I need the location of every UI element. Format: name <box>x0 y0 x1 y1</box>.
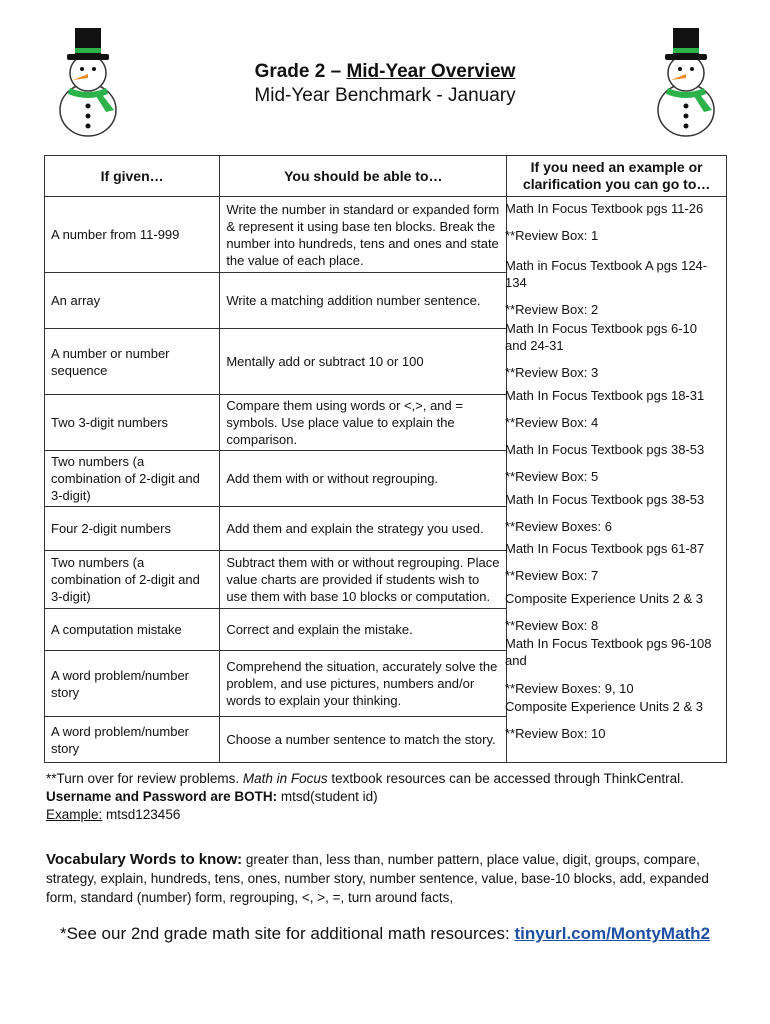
given-cell: A number from 11-999 <box>45 197 220 273</box>
header-clarification: If you need an example or clarification you can go to… <box>507 156 727 197</box>
overview-table <box>44 155 727 763</box>
reference-entry: Math In Focus Textbook pgs 96-108 and <box>505 636 712 668</box>
vocabulary-words: greater than, less than, number pattern, place value, digit, groups, compare, strategy, explain, hundreds, tens, ones, number story, number sentence, value, base-10 blocks, add, expanded form, standard (number) form, regrouping, <, >, =, turn around facts, <box>46 852 709 905</box>
reference-entry: **Review Boxes: 6 <box>505 519 612 534</box>
able-cell: Add them and explain the strategy you used. <box>220 507 507 551</box>
able-cell: Compare them using words or <,>, and = symbols. Use place value to explain the comparison. <box>220 395 507 451</box>
reference-entry: **Review Box: 1 <box>505 228 599 243</box>
table-header-row <box>45 156 727 197</box>
reference-entry: **Review Box: 8 <box>505 618 599 633</box>
reference-entry: Math in Focus Textbook A pgs 124-134 <box>505 258 708 290</box>
vocabulary-label: Vocabulary Words to know: <box>46 851 243 868</box>
given-cell: A computation mistake <box>45 609 220 651</box>
note-line-2: Username and Password are BOTH: mtsd(student id) <box>46 789 378 804</box>
header-able-to: You should be able to… <box>220 156 507 197</box>
given-cell: A word problem/number story <box>45 651 220 717</box>
title-underlined: Mid-Year Overview <box>346 61 516 82</box>
reference-entry: **Review Boxes: 9, 10 <box>505 681 634 696</box>
reference-entry: **Review Box: 4 <box>505 415 599 430</box>
document-header <box>0 60 770 108</box>
page-subtitle: Mid-Year Benchmark - January <box>254 85 516 106</box>
able-cell: Choose a number sentence to match the story. <box>220 717 507 763</box>
reference-entry: **Review Box: 3 <box>505 365 599 380</box>
review-note <box>46 770 736 824</box>
reference-entry: Math In Focus Textbook pgs 61-87 <box>505 541 705 556</box>
given-cell: A number or number sequence <box>45 329 220 395</box>
able-cell: Comprehend the situation, accurately solve the problem, and use pictures, numbers and/or words to explain your thinking. <box>220 651 507 717</box>
able-cell: Mentally add or subtract 10 or 100 <box>220 329 507 395</box>
vocabulary-section <box>46 850 736 907</box>
given-cell: An array <box>45 273 220 329</box>
header-if-given: If given… <box>45 156 220 197</box>
note-line-3: Example: mtsd123456 <box>46 807 181 822</box>
reference-entry: **Review Box: 10 <box>505 726 606 741</box>
given-cell: Two 3-digit numbers <box>45 395 220 451</box>
reference-entry: Math In Focus Textbook pgs 38-53 <box>505 492 705 507</box>
able-cell: Add them with or without regrouping. <box>220 451 507 507</box>
reference-entry: Composite Experience Units 2 & 3 <box>505 699 703 714</box>
able-cell: Correct and explain the mistake. <box>220 609 507 651</box>
given-cell: Four 2-digit numbers <box>45 507 220 551</box>
able-cell: Subtract them with or without regrouping. Place value charts are provided if students wish to use them with base 10 blocks or computation. <box>220 551 507 609</box>
given-cell: Two numbers (a combination of 2-digit and 3-digit) <box>45 451 220 507</box>
reference-entry: Math In Focus Textbook pgs 11-26 <box>505 201 704 216</box>
reference-entry: Composite Experience Units 2 & 3 <box>505 591 703 606</box>
note-line-1: **Turn over for review problems. Math in Focus textbook resources can be accessed through ThinkCentral. <box>46 771 684 786</box>
reference-entry: Math In Focus Textbook pgs 38-53 <box>505 442 705 457</box>
given-cell: Two numbers (a combination of 2-digit and 3-digit) <box>45 551 220 609</box>
reference-entry: Math In Focus Textbook pgs 18-31 <box>505 388 705 403</box>
site-line: *See our 2nd grade math site for additional math resources: tinyurl.com/MontyMath2 <box>59 924 711 943</box>
reference-entry: **Review Box: 7 <box>505 568 599 583</box>
able-cell: Write the number in standard or expanded form & represent it using base ten blocks. Break the number into hundreds, tens and ones and state the value of each place. <box>220 197 507 273</box>
reference-entry: **Review Box: 2 <box>505 302 599 317</box>
reference-entry: Math In Focus Textbook pgs 6-10 and 24-31 <box>505 321 697 353</box>
reference-entry: **Review Box: 5 <box>505 469 599 484</box>
given-cell: A word problem/number story <box>45 717 220 763</box>
math-site-link[interactable]: tinyurl.com/MontyMath2 <box>514 924 711 943</box>
able-cell: Write a matching addition number sentence. <box>220 273 507 329</box>
page-title: Grade 2 – Mid-Year Overview <box>254 61 516 82</box>
